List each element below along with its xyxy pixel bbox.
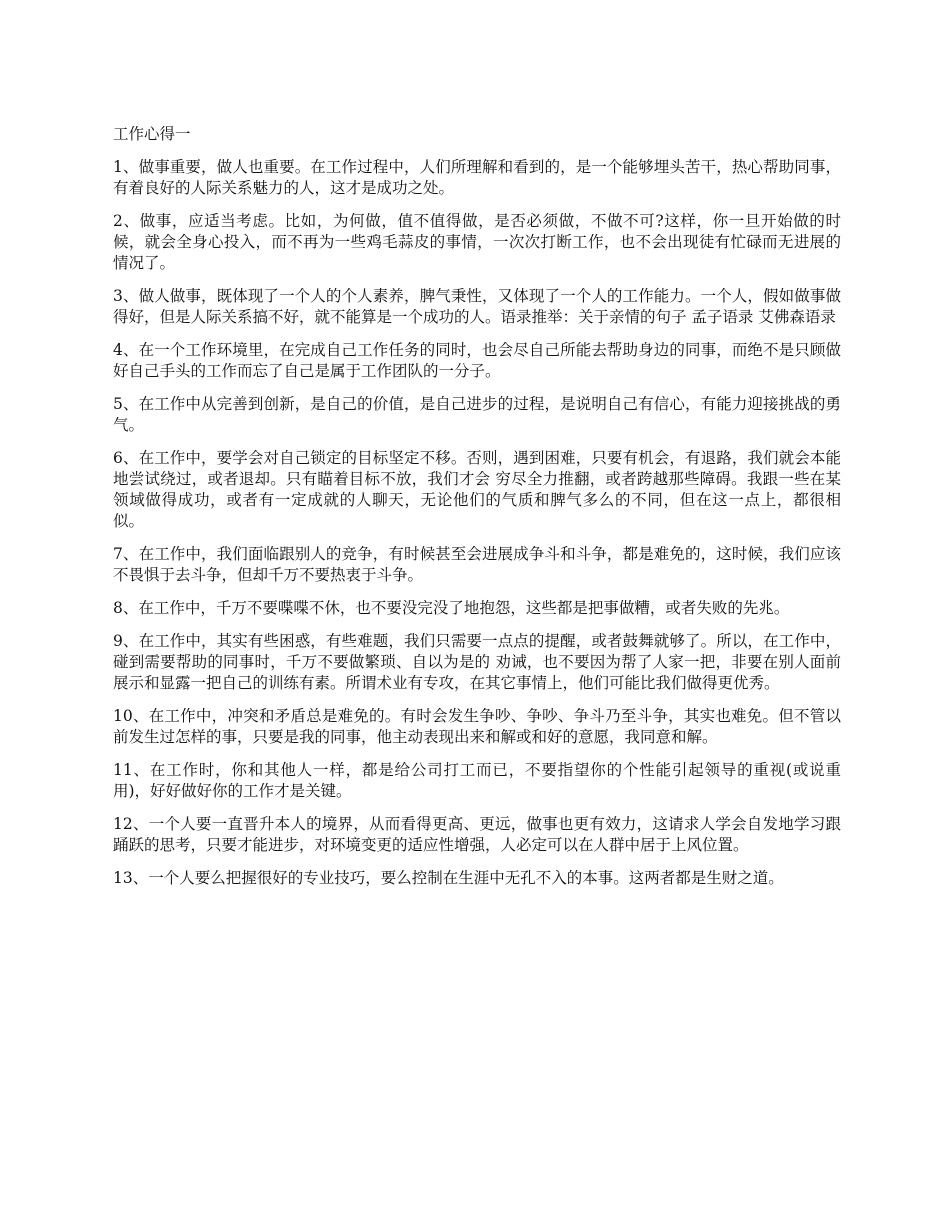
- paragraph-2: 2、做事，应适当考虑。比如，为何做，值不值得做，是否必须做，不做不可?这样，你一旦开始做的时候，就会全身心投入，而不再为一些鸡毛蒜皮的事情，一次次打断工作，也不会出现徒有忙碌而无进展的情况了。: [113, 212, 841, 272]
- paragraph-1: 1、做事重要，做人也重要。在工作过程中，人们所理解和看到的，是一个能够埋头苦干，热心帮助同事，有着良好的人际关系魅力的人，这才是成功之处。: [113, 158, 841, 197]
- paragraph-6: 6、在工作中，要学会对自己锁定的目标坚定不移。否则，遇到困难，只要有机会，有退路，我们就会本能地尝试绕过，或者退却。只有瞄着目标不放，我们才会 穷尽全力推翻，或者跨越那些障碍。我跟一些在某领域做得成功，或者有一定成就的人聊天，无论他们的气质和脾气多么的不同，但在这一点上，都很相似。: [113, 449, 841, 530]
- document-title: 工作心得一: [113, 125, 191, 143]
- paragraph-7: 7、在工作中，我们面临跟别人的竞争，有时候甚至会进展成争斗和斗争，都是难免的，这时候，我们应该不畏惧于去斗争，但却千万不要热衷于斗争。: [113, 545, 841, 584]
- paragraph-5: 5、在工作中从完善到创新，是自己的价值，是自己进步的过程，是说明自己有信心，有能力迎接挑战的勇气。: [113, 395, 841, 434]
- paragraph-10: 10、在工作中，冲突和矛盾总是难免的。有时会发生争吵、争吵、争斗乃至斗争，其实也难免。但不管以前发生过怎样的事，只要是我的同事，他主动表现出来和解或和好的意愿，我同意和解。: [113, 707, 841, 746]
- paragraph-11: 11、在工作时，你和其他人一样，都是给公司打工而已，不要指望你的个性能引起领导的重视(或说重用)，好好做好你的工作才是关键。: [113, 761, 841, 800]
- document-page: [113, 124, 841, 901]
- paragraph-12: 12、一个人要一直晋升本人的境界，从而看得更高、更远，做事也更有效力，这请求人学会自发地学习跟踊跃的思考，只要才能进步，对环境变更的适应性增强，人必定可以在人群中居于上风位置。: [113, 815, 841, 854]
- paragraph-8: 8、在工作中，千万不要喋喋不休，也不要没完没了地抱怨，这些都是把事做糟，或者失败的先兆。: [113, 599, 790, 617]
- paragraph-3: 3、做人做事，既体现了一个人的个人素养，脾气秉性，又体现了一个人的工作能力。一个人，假如做事做得好，但是人际关系搞不好，就不能算是一个成功的人。语录推举：关于亲情的句子 孟子语录 艾佛森语录: [113, 287, 841, 326]
- paragraph-4: 4、在一个工作环境里，在完成自己工作任务的同时，也会尽自己所能去帮助身边的同事，而绝不是只顾做好自己手头的工作而忘了自己是属于工作团队的一分子。: [113, 341, 841, 380]
- paragraph-13: 13、一个人要么把握很好的专业技巧，要么控制在生涯中无孔不入的本事。这两者都是生财之道。: [113, 869, 784, 887]
- paragraph-9: 9、在工作中，其实有些困惑，有些难题，我们只需要一点点的提醒，或者鼓舞就够了。所以，在工作中，碰到需要帮助的同事时，千万不要做繁琐、自以为是的 劝诫，也不要因为帮了人家一把，非要在别人面前展示和显露一把自己的训练有素。所谓术业有专攻，在其它事情上，他们可能比我们做得更优秀。: [113, 632, 841, 692]
